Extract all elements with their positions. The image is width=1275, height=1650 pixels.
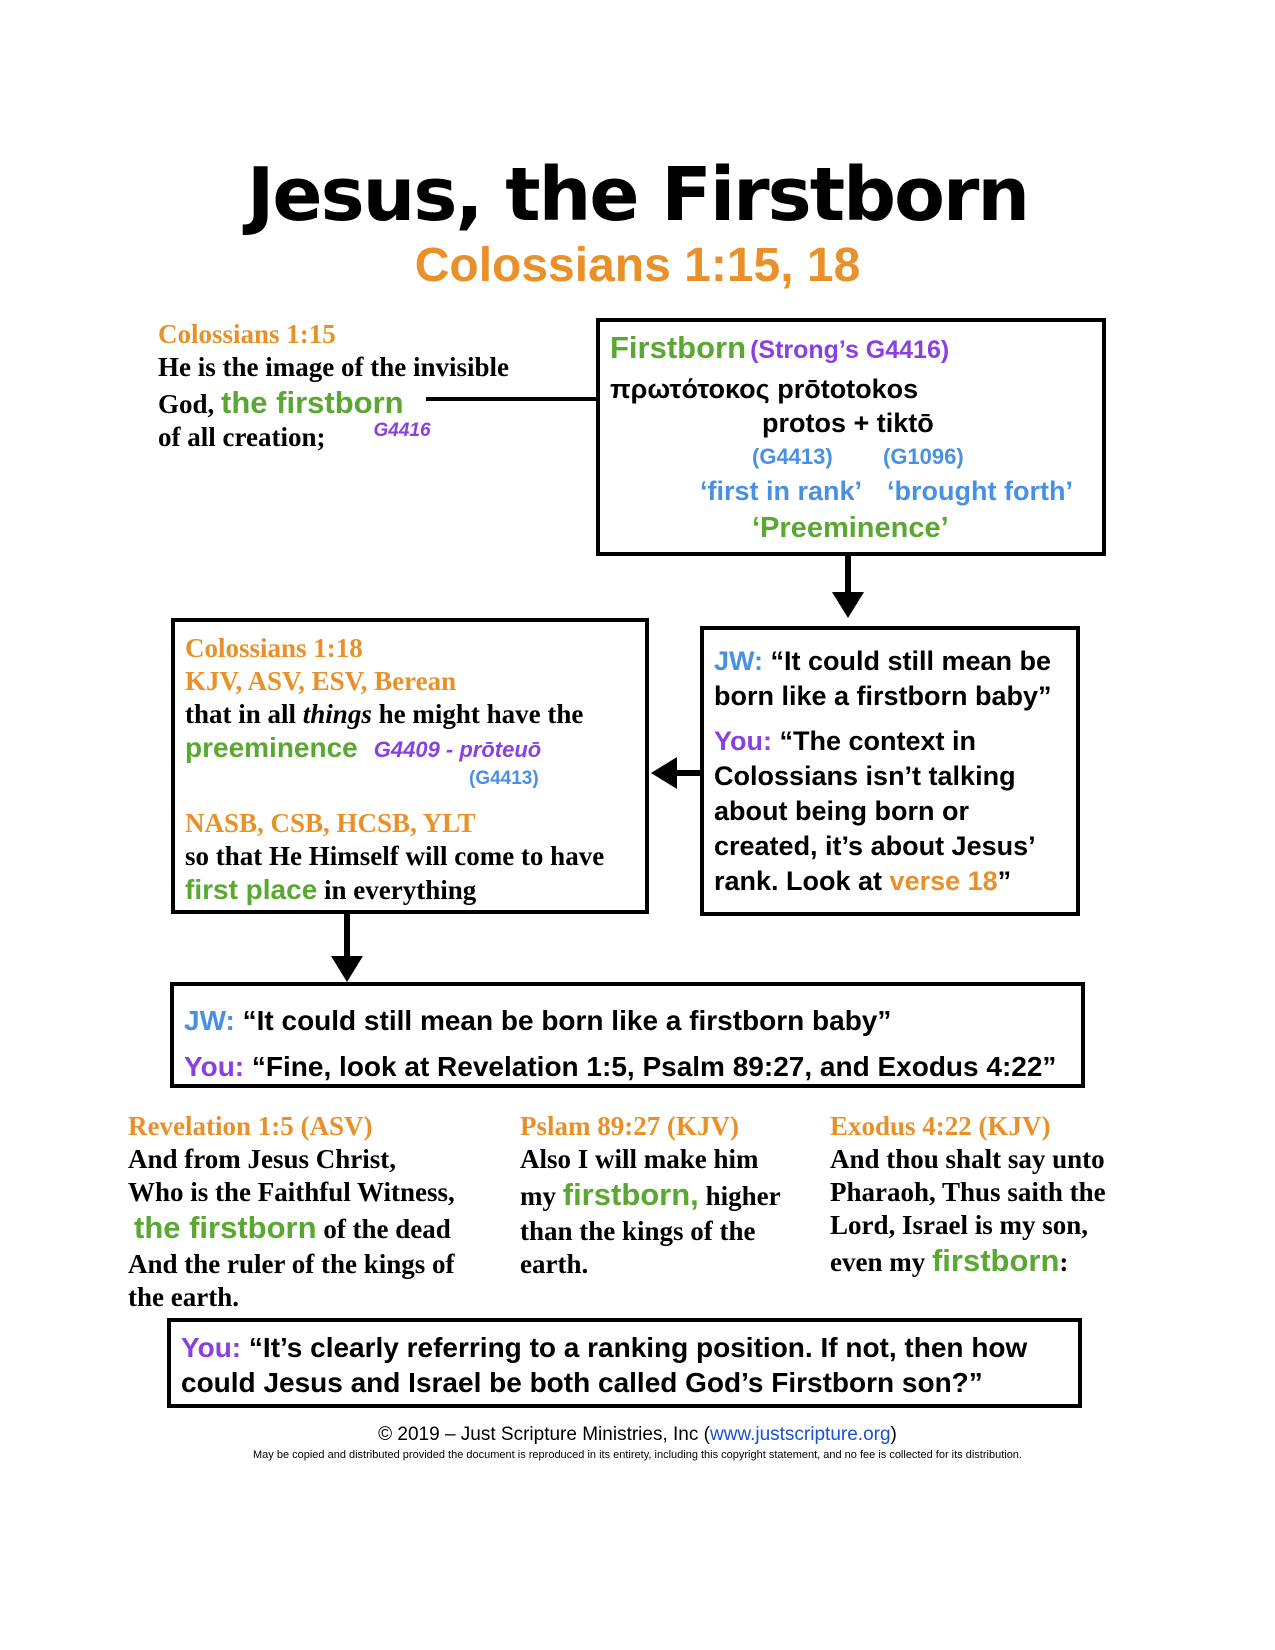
psalm-firstborn-highlight: firstborn, [562,1177,699,1212]
greek-word: πρωτότοκος prōtotokos [610,374,919,404]
exodus-ref: Exodus 4:22 (KJV) [830,1111,1051,1141]
arrow-down-1-shaft [845,556,851,594]
colossians-115-line2 [158,386,578,421]
exodus-line3: Lord, Israel is my son, [830,1210,1089,1240]
arrow-left-shaft [676,770,702,776]
text2-end: in everything [317,875,477,905]
first-place-highlight: first place [185,874,318,905]
you-label-3: You: [181,1332,242,1363]
firstborn-heading-row [610,330,1100,366]
psalm-line1: Also I will make him [520,1144,759,1174]
strongs-reference: (Strong’s G4416) [750,336,950,364]
arrow-down-2-shaft [344,914,350,956]
dialog-1-you-line5 [714,864,1076,899]
colossians-118-content [185,632,645,907]
dialog-box-1 [700,626,1080,916]
revelation-block [128,1110,498,1314]
preeminence-highlight: preeminence [185,732,358,763]
root-code-g4413: (G4413) [752,444,833,469]
copyright-end: ) [890,1424,897,1445]
revelation-line3 [128,1209,498,1248]
verse-18-highlight: verse 18 [889,866,998,896]
colossians-118-text2: so that He Himself will come to have [185,841,605,871]
root-code-g1096: (G1096) [883,444,964,469]
revelation-ref: Revelation 1:5 (ASV) [128,1111,373,1141]
arrow-left-head [651,757,677,789]
jw-text-2: “It could still mean be born like a firstborn baby” [234,1005,892,1036]
strongs-code-g4413: (G4413) [469,768,539,789]
jw-label: JW: [714,646,764,676]
the-firstborn-highlight: the firstborn [221,385,404,420]
website-link[interactable]: www.justscripture.org [709,1424,891,1445]
you-line5-text: rank. Look at [714,866,890,896]
exodus-block [830,1110,1150,1281]
meaning-first-in-rank: ‘first in rank’ [700,476,863,506]
page-subtitle: Colossians 1:15, 18 [414,239,861,292]
dialog-1-jw-line1 [714,644,1076,679]
final-line1 [181,1330,1076,1365]
psalm-line3: than the kings of the [520,1216,756,1246]
psalm-line2 [520,1176,810,1215]
dialog-2-jw-line [184,998,1079,1044]
jw-line1-text: “It could still mean be [763,646,1052,676]
revelation-line1: And from Jesus Christ, [128,1144,397,1174]
dialog-1-jw-line2: born like a firstborn baby” [714,681,1052,711]
greek-roots: protos + tiktō [762,408,934,438]
colossians-115-block [158,318,578,457]
colossians-118-ref: Colossians 1:18 [185,633,363,663]
preeminence-label: ‘Preeminence’ [752,512,949,544]
text1-part-a: that in all [185,699,303,729]
colossians-118-text1 [185,698,645,731]
dialog-1-you-line1 [714,724,1076,759]
you-line1-text: “The context in [771,726,977,756]
exodus-firstborn-highlight: firstborn [931,1243,1060,1278]
psalm-ref: Pslam 89:27 (KJV) [520,1111,739,1141]
final-response-box [167,1318,1082,1408]
revelation-line2: Who is the Faithful Witness, [128,1177,455,1207]
psalm-line2-pre: my [520,1181,563,1211]
strongs-code-g4416: G4416 [373,420,431,441]
revelation-line4: And the ruler of the kings of [128,1249,455,1279]
copyright-text: © 2019 – Just Scripture Ministries, Inc ( [378,1424,710,1445]
final-line1-text: “It’s clearly referring to a ranking position. If not, then how [241,1332,1028,1363]
revelation-firstborn-highlight: the firstborn [134,1210,317,1245]
text1-part-b: he might have the [371,699,584,729]
dialog-2-content [184,998,1079,1090]
colossians-118-text3 [185,873,645,907]
versions-group-2: NASB, CSB, HCSB, YLT [185,808,476,838]
final-response-content [181,1330,1076,1400]
revelation-line5: the earth. [128,1282,239,1312]
dialog-1-content [714,644,1076,899]
firstborn-heading: Firstborn [610,330,747,365]
versions-group-1: KJV, ASV, ESV, Berean [185,666,457,696]
connector-line [426,397,598,401]
exodus-line4-pre: even my [830,1247,932,1277]
you-label: You: [714,726,772,756]
colossians-115-line3 [158,421,578,457]
strongs-code-g4409: G4409 - prōteuō [373,737,542,762]
dialog-1-you-line2: Colossians isn’t talking [714,761,1016,791]
exodus-line4 [830,1242,1150,1281]
colossians-118-box [171,618,649,914]
preeminence-row [185,731,645,769]
arrow-down-1-head [832,592,864,618]
final-line2: could Jesus and Israel be both called God’s Firstborn son?” [181,1367,983,1398]
psalm-block [520,1110,810,1281]
firstborn-definition-box [596,318,1106,556]
revelation-line3-end: of the dead [316,1214,451,1244]
footer-notice: May be copied and distributed provided the document is reproduced in its entirety, including this copyright statement, and no fee is collected for its distribution. [252,1449,1022,1461]
psalm-line4: earth. [520,1249,589,1279]
colossians-115-ref: Colossians 1:15 [158,319,336,349]
exodus-line4-end: : [1059,1247,1069,1277]
dialog-1-you-line4: created, it’s about Jesus’ [714,831,1036,861]
page-title: Jesus, the Firstborn [246,152,1029,238]
colossians-115-line3-text: of all creation; [158,422,326,452]
exodus-line1: And thou shalt say unto [830,1144,1105,1174]
you-label-2: You: [184,1051,245,1082]
exodus-line2: Pharaoh, Thus saith the [830,1177,1106,1207]
arrow-down-2-head [331,956,363,982]
colossians-115-line1: He is the image of the invisible [158,352,509,382]
footer-copyright [0,1424,1275,1446]
you-line5-end: ” [997,866,1012,896]
dialog-box-2 [170,982,1085,1088]
dialog-1-you-line3: about being born or [714,796,969,826]
you-text-2: “Fine, look at Revelation 1:5, Psalm 89:27, and Exodus 4:22” [244,1051,1057,1082]
text1-italic: things [302,699,372,729]
colossians-115-line2-text: God, [158,389,222,419]
dialog-2-you-line [184,1044,1079,1090]
jw-label-2: JW: [184,1005,235,1036]
psalm-line2-end: higher [698,1181,781,1211]
meaning-brought-forth: ‘brought forth’ [887,476,1073,506]
